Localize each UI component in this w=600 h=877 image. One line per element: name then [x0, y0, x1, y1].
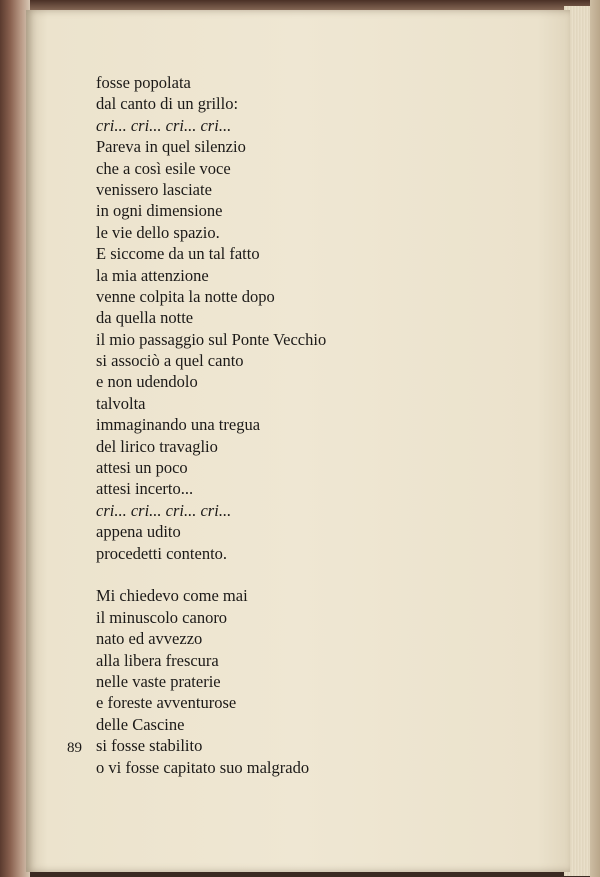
- poem-line: o vi fosse capitato suo malgrado: [96, 757, 310, 777]
- poem-line: la mia attenzione: [96, 265, 209, 285]
- poem-line: attesi incerto...: [96, 479, 194, 499]
- poem-line: e non udendolo: [96, 372, 198, 392]
- poem-line: dal canto di un grillo:: [96, 94, 239, 114]
- poem-line: il mio passaggio sul Ponte Vecchio: [96, 329, 327, 349]
- poem-line: fosse popolata: [96, 73, 191, 92]
- book-cover-edge: [590, 0, 600, 877]
- poem: [96, 72, 326, 778]
- poem-line: procedetti contento.: [96, 543, 228, 563]
- poem-line: attesi un poco: [96, 458, 188, 478]
- poem-line: E siccome da un tal fatto: [96, 244, 260, 264]
- poem-line: immaginando una tregua: [96, 415, 261, 435]
- poem-line: nelle vaste praterie: [96, 671, 221, 691]
- poem-line: in ogni dimensione: [96, 201, 223, 221]
- poem-line: Mi chiedevo come mai: [96, 586, 248, 606]
- poem-line: e foreste avventurose: [96, 693, 237, 713]
- poem-line: alla libera frescura: [96, 650, 219, 670]
- poem-line: cri... cri... cri... cri...: [96, 115, 232, 135]
- page-number: 89: [67, 740, 82, 756]
- poem-line: venissero lasciate: [96, 179, 212, 199]
- poem-line: si associò a quel canto: [96, 351, 244, 371]
- poem-line: del lirico travaglio: [96, 436, 218, 456]
- poem-line: Pareva in quel silenzio: [96, 137, 246, 157]
- poem-line: talvolta: [96, 393, 146, 413]
- poem-line: il minuscolo canoro: [96, 607, 228, 627]
- poem-line: venne colpita la notte dopo: [96, 286, 275, 306]
- book-page: [26, 10, 570, 872]
- poem-line: delle Cascine: [96, 714, 185, 734]
- stanza-break: [96, 564, 326, 585]
- stanza-2: [96, 585, 326, 778]
- poem-line: si fosse stabilito: [96, 736, 203, 756]
- show-through-text: [356, 70, 586, 770]
- poem-line: cri... cri... cri... cri...: [96, 500, 232, 520]
- poem-line: da quella notte: [96, 308, 194, 328]
- poem-line: che a così esile voce: [96, 158, 231, 178]
- poem-line: nato ed avvezzo: [96, 629, 203, 649]
- stanza-1: [96, 72, 326, 564]
- poem-line: le vie dello spazio.: [96, 222, 220, 242]
- poem-line: appena udito: [96, 522, 181, 542]
